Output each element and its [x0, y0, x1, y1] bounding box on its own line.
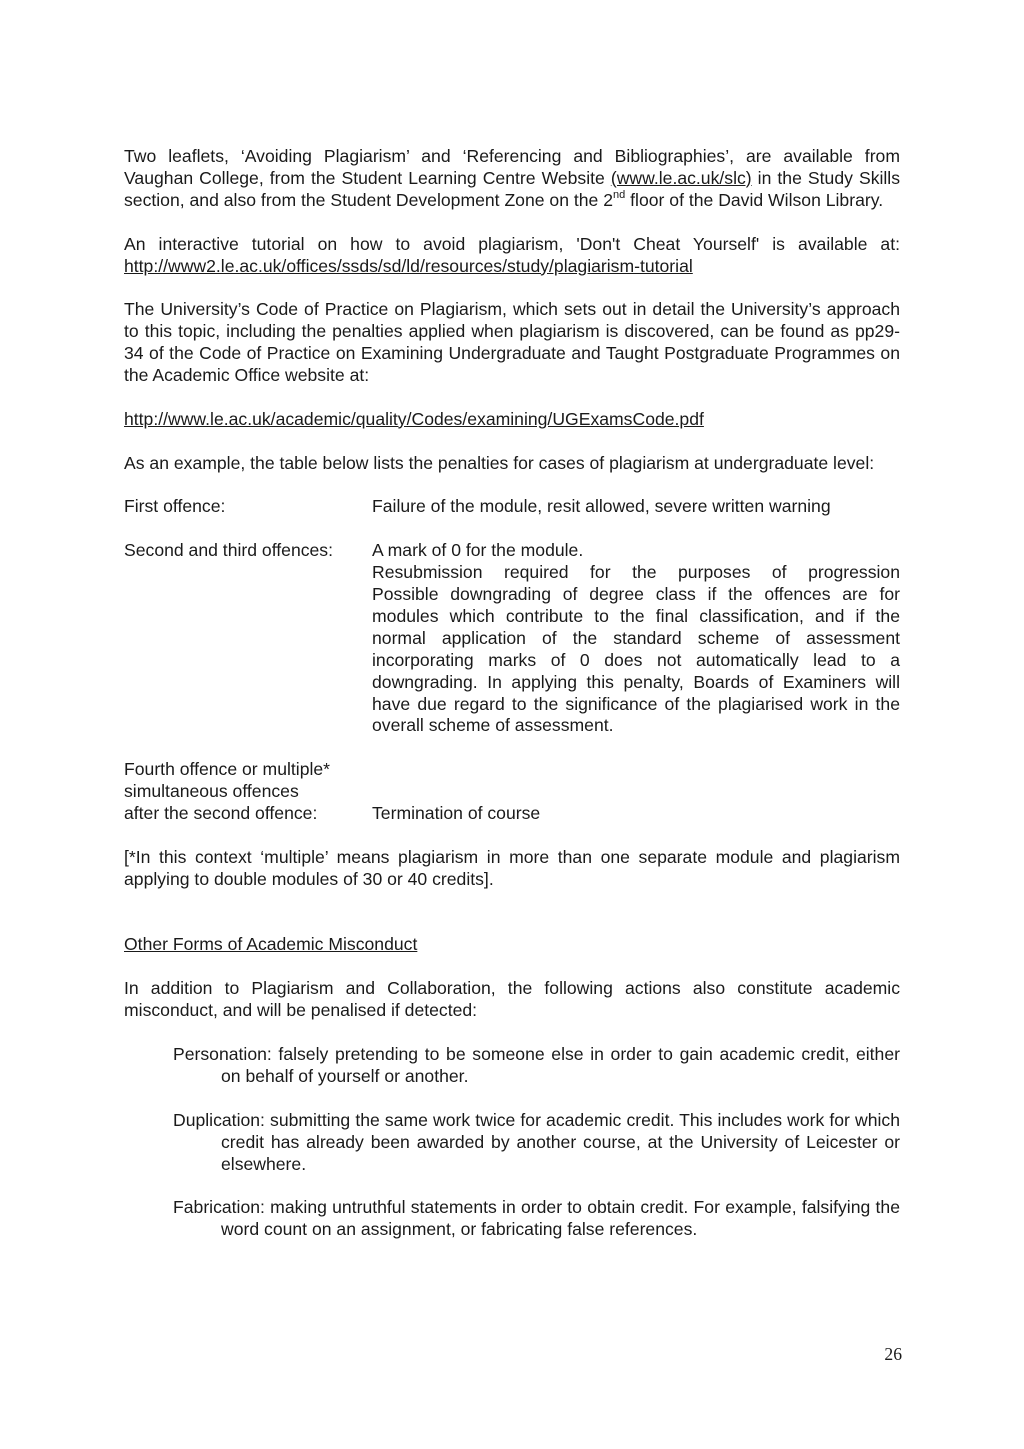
penalty-row-first: [124, 496, 900, 518]
misconduct-item-duplication: Duplication: submitting the same work twice for academic credit. This includes work for which credit has already been awarded by another course, at the University of Leicester or elsewhere.: [173, 1109, 900, 1174]
leaflets-text-a: Two leaflets, ‘Avoiding Plagiarism’ and ‘Referencing and Bibliographies’, are available from Vaughan College, from the Student Learning Centre Website: [124, 146, 900, 188]
penalty-line: Possible downgrading of degree class if the offences are for modules which contribute to the final classification, and if the normal application of the standard scheme of assessment incorporating marks of 0 does not automatically lead to a downgrading. In applying this penalty, Boards of Examiners will have due regard to the significance of the plagiarised work in the overall scheme of assessment.: [372, 584, 900, 736]
leaflets-text-c: floor of the David Wilson Library.: [625, 189, 884, 210]
section-heading: Other Forms of Academic Misconduct: [124, 934, 418, 955]
penalty-label: First offence:: [124, 496, 226, 517]
exams-code-paragraph: [124, 409, 900, 431]
misconduct-item-personation: Personation: falsely pretending to be someone else in order to gain academic credit, either on behalf of yourself or another.: [173, 1043, 900, 1086]
leaflets-text-b: in the Study Skills section, and also from the Student Development Zone on the 2: [124, 167, 901, 210]
penalty-value: Termination of course: [372, 803, 541, 824]
penalty-line: A mark of 0 for the module.: [372, 540, 584, 561]
misconduct-intro: In addition to Plagiarism and Collaboration, the following actions also constitute academic misconduct, and will be penalised if detected:: [124, 978, 900, 1021]
penalty-label: Second and third offences:: [124, 540, 333, 561]
plagiarism-tutorial-link[interactable]: http://www2.le.ac.uk/offices/ssds/sd/ld/resources/study/plagiarism-tutorial: [124, 255, 693, 276]
penalties-intro: As an example, the table below lists the penalties for cases of plagiarism at undergraduate level:: [124, 452, 875, 473]
ordinal-suffix: nd: [613, 188, 626, 201]
page-number: 26: [884, 1344, 902, 1364]
misconduct-item-fabrication: Fabrication: making untruthful statements in order to obtain credit. For example, falsifying the word count on an assignment, or fabricating false references.: [173, 1197, 900, 1240]
penalty-label: [124, 759, 372, 825]
penalty-label-line: simultaneous offences: [124, 781, 299, 802]
code-of-practice-paragraph: The University’s Code of Practice on Plagiarism, which sets out in detail the University’s approach to this topic, including the penalties applied when plagiarism is discovered, can be found as pp29-34 of the Code of Practice on Examining Undergraduate and Taught Postgraduate Programmes on the Academic Office website at:: [124, 299, 900, 386]
tutorial-paragraph: [124, 234, 900, 278]
penalty-label-line: after the second offence:: [124, 803, 318, 824]
slc-website-link[interactable]: (www.le.ac.uk/slc): [610, 167, 752, 188]
penalty-row-fourth: [124, 759, 900, 825]
penalty-row-second: [124, 540, 900, 737]
penalty-line: Resubmission required for the purposes of progression: [372, 562, 900, 583]
exams-code-link[interactable]: http://www.le.ac.uk/academic/quality/Codes/examining/UGExamsCode.pdf: [124, 408, 704, 429]
penalty-label-line: Fourth offence or multiple*: [124, 759, 331, 780]
document-page: [124, 146, 900, 1241]
penalty-value: [372, 540, 900, 737]
tutorial-text: An interactive tutorial on how to avoid plagiarism, 'Don't Cheat Yourself' is available at:: [124, 233, 900, 254]
multiple-footnote: [*In this context ‘multiple’ means plagiarism in more than one separate module and plagiarism applying to double modules of 30 or 40 credits].: [124, 846, 900, 889]
penalty-value: Failure of the module, resit allowed, severe written warning: [372, 496, 831, 517]
leaflets-paragraph: [124, 146, 900, 212]
